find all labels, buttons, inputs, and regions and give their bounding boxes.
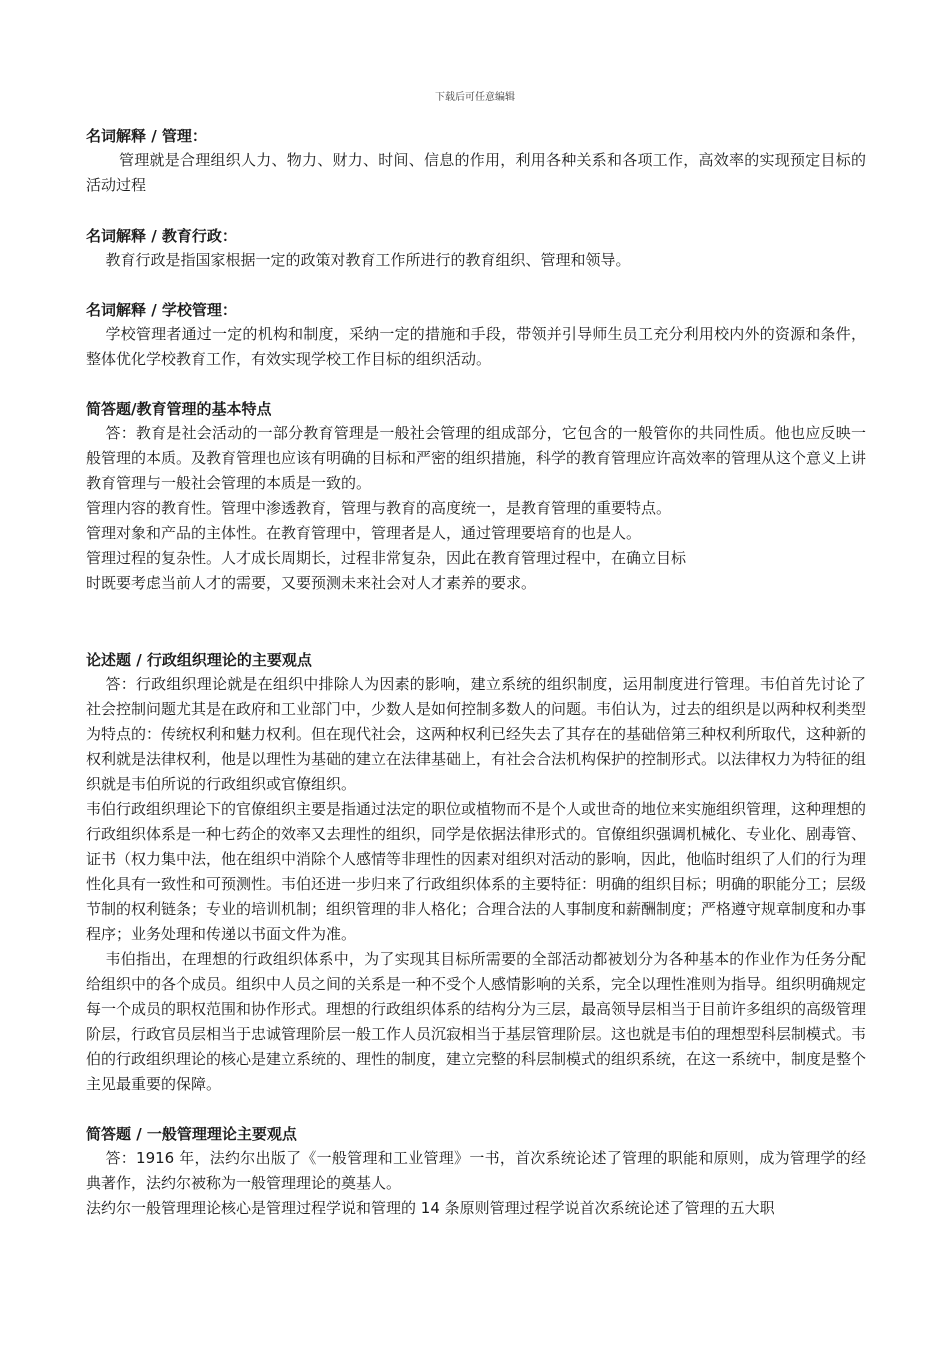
paragraph: 答：1916 年，法约尔出版了《一般管理和工业管理》一书，首次系统论述了管理的职能和原则，成为管理学的经典著作，法约尔被称为一般管理理论的奠基人。	[86, 1149, 866, 1192]
paragraph: 学校管理者通过一定的机构和制度，采纳一定的措施和手段，带领并引导师生员工充分利用校内外的资源和条件，整体优化学校教育工作，有效实现学校工作目标的组织活动。	[86, 325, 866, 368]
section-heading: 简答题 / 一般管理理论主要观点	[86, 1125, 297, 1143]
paragraph: 法约尔一般管理理论核心是管理过程学说和管理的 14 条原则管理过程学说首次系统论述了管理的五大职	[86, 1199, 775, 1217]
paragraph: 管理内容的教育性。管理中渗透教育，管理与教育的高度统一，是教育管理的重要特点。	[86, 499, 672, 517]
section-heading: 名词解释 / 教育行政：	[86, 227, 237, 245]
paragraph: 韦伯行政组织理论下的官僚组织主要是指通过法定的职位或植物而不是个人或世奇的地位来实施组织管理，这种理想的行政组织体系是一种七药企的效率又去理性的组织，同学是依据法律形式的。官僚组织强调机械化、专业化、剧毒管、证书（权力集中法，他在组织中消除个人感情等非理性的因素对组织对活动的影响，因此，他临时组织了人们的行为理性化具有一致性和可预测性。韦伯还进一步归来了行政组织体系的主要特征：明确的组织目标；明确的职能分工；层级节制的权利链条；专业的培训机制；组织管理的非人格化；合理合法的人事制度和薪酬制度；严格遵守规章制度和办事程序；业务处理和传递以书面文件为准。	[86, 800, 867, 943]
paragraph: 教育行政是指国家根据一定的政策对教育工作所进行的教育组织、管理和领导。	[105, 251, 631, 269]
paragraph: 管理过程的复杂性。人才成长周期长，过程非常复杂，因此在教育管理过程中，在确立目标	[86, 549, 687, 567]
section-heading: 名词解释 / 学校管理：	[86, 301, 237, 319]
paragraph: 答：教育是社会活动的一部分教育管理是一般社会管理的组成部分，它包含的一般管你的共同性质。他也应反映一般管理的本质。及教育管理也应该有明确的目标和严密的组织措施，科学的教育管理应许高效率的管理从这个意义上讲教育管理与一般社会管理的本质是一致的。	[86, 424, 867, 492]
header-note: 下载后可任意编辑	[435, 92, 515, 103]
section-management-definition	[86, 124, 866, 198]
paragraph: 答：行政组织理论就是在组织中排除人为因素的影响，建立系统的组织制度，运用制度进行管理。韦伯首先讨论了社会控制问题尤其是在政府和工业部门中，少数人是如何控制多数人的问题。韦伯认为，过去的组织是以两种权利类型为特点的：传统权利和魅力权利。但在现代社会，这两种权利已经失去了其存在的基础倍第三种权利所取代，这种新的权利就是法律权利，他是以理性为基础的建立在法律基础上，有社会合法机构保护的控制形式。以法律权力为特征的组织就是韦伯所说的行政组织或官僚组织。	[86, 675, 867, 793]
paragraph: 管理对象和产品的主体性。在教育管理中，管理者是人，通过管理要培育的也是人。	[86, 524, 642, 542]
paragraph: 管理就是合理组织人力、物力、财力、时间、信息的作用，利用各种关系和各项工作，高效率的实现预定目标的活动过程	[86, 151, 866, 194]
document-body	[86, 124, 866, 1221]
section-school-management	[86, 298, 866, 372]
section-heading: 简答题/教育管理的基本特点	[86, 400, 272, 418]
section-heading: 名词解释 / 管理：	[86, 127, 207, 145]
section-education-management-features	[86, 397, 866, 596]
section-administrative-organization-theory	[86, 648, 866, 1097]
section-heading: 论述题 / 行政组织理论的主要观点	[86, 651, 312, 669]
paragraph: 韦伯指出，在理想的行政组织体系中，为了实现其目标所需要的全部活动都被划分为各种基本的作业作为任务分配给组织中的各个成员。组织中人员之间的关系是一种不受个人感情影响的关系，完全以理性准则为指导。组织明确规定每一个成员的职权范围和协作形式。理想的行政组织体系的结构分为三层，最高领导层相当于目前许多组织的高级管理阶层，行政官员层相当于忠诚管理阶层一般工作人员沉寂相当于基层管理阶层。这也就是韦伯的理想型科层制模式。韦伯的行政组织理论的核心是建立系统的、理性的制度，建立完整的科层制模式的组织系统，在这一系统中，制度是整个主见最重要的保障。	[86, 950, 867, 1093]
paragraph: 时既要考虑当前人才的需要，又要预测未来社会对人才素养的要求。	[86, 574, 537, 592]
section-education-administration	[86, 224, 866, 273]
section-general-management-theory	[86, 1122, 866, 1221]
